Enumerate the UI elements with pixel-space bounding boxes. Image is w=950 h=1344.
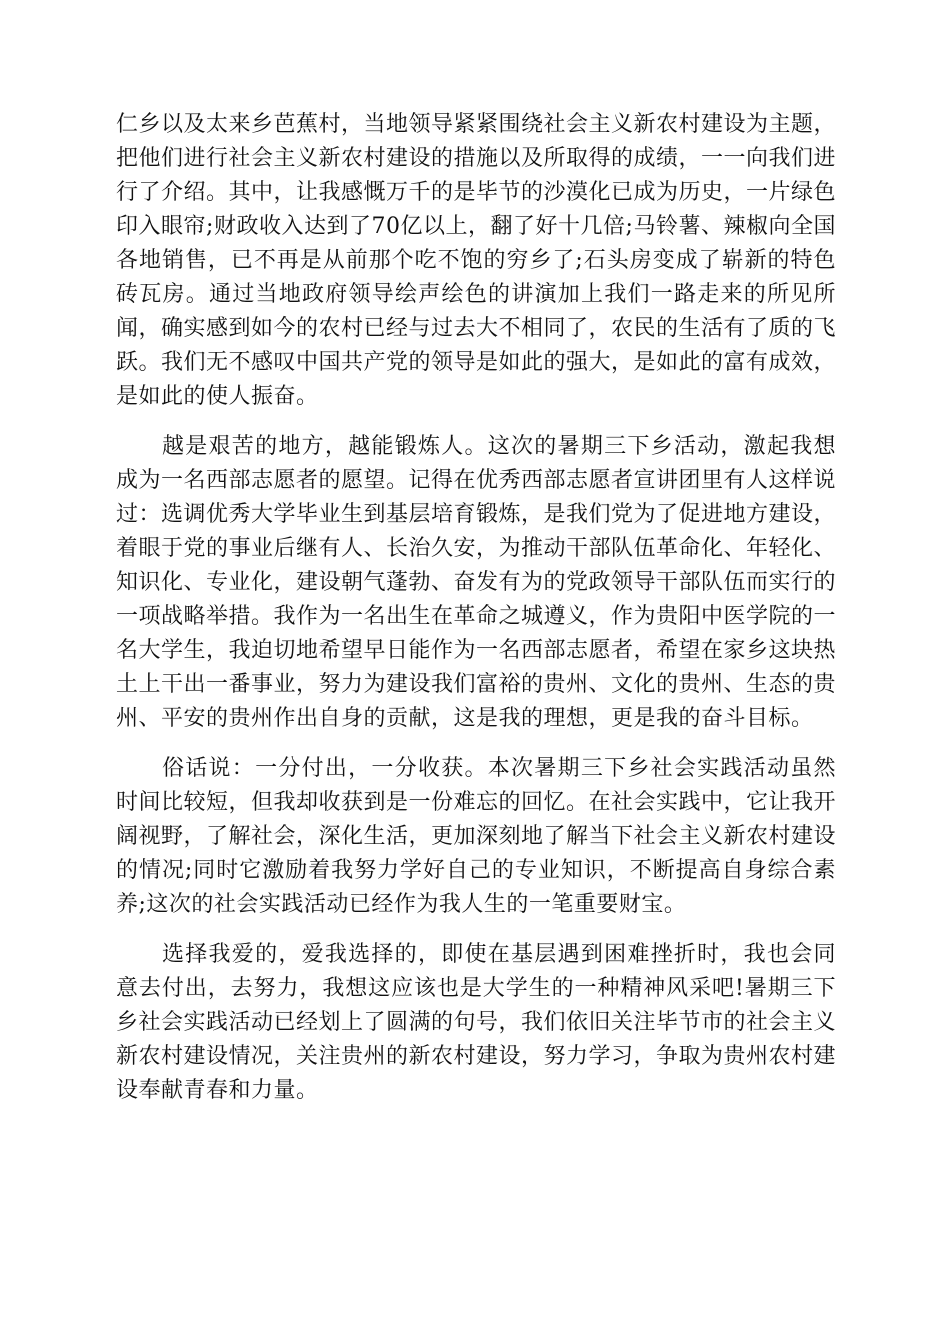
paragraph-western-volunteer: 越是艰苦的地方，越能锻炼人。这次的暑期三下乡活动，激起我想成为一名西部志愿者的愿望。记得在优秀西部志愿者宣讲团里有人这样说过：选调优秀大学毕业生到基层培育锻炼，是我们党为了促进地方建设，着眼于党的事业后继有人、长治久安，为推动干部队伍革命化、年轻化、知识化、专业化，建设朝气蓬勃、奋发有为的党政领导干部队伍而实行的一项战略举措。我作为一名出生在革命之城遵义，作为贵阳中医学院的一名大学生，我迫切地希望早日能作为一名西部志愿者，希望在家乡这块热土上干出一番事业，努力为建设我们富裕的贵州、文化的贵州、生态的贵州、平安的贵州作出自身的贡献，这是我的理想，更是我的奋斗目标。 bbox=[116, 434, 837, 731]
paragraph-conclusion: 选择我爱的，爱我选择的，即使在基层遇到困难挫折时，我也会同意去付出，去努力，我想这应该也是大学生的一种精神风采吧!暑期三下乡社会实践活动已经划上了圆满的句号，我们依旧关注毕节市的社会主义新农村建设情况，关注贵州的新农村建设，努力学习，争取为贵州农村建设奉献青春和力量。 bbox=[116, 942, 837, 1103]
document-page bbox=[116, 108, 836, 1108]
paragraph-harvest: 俗话说：一分付出，一分收获。本次暑期三下乡社会实践活动虽然时间比较短，但我却收获到是一份难忘的回忆。在社会实践中，它让我开阔视野，了解社会，深化生活，更加深刻地了解当下社会主义新农村建设的情况;同时它激励着我努力学好自己的专业知识，不断提高自身综合素养;这次的社会实践活动已经作为我人生的一笔重要财宝。 bbox=[116, 756, 837, 917]
paragraph-continued: 仁乡以及太来乡芭蕉村，当地领导紧紧围绕社会主义新农村建设为主题，把他们进行社会主义新农村建设的措施以及所取得的成绩，一一向我们进行了介绍。其中，让我感慨万千的是毕节的沙漠化已成为历史，一片绿色印入眼帘;财政收入达到了70亿以上，翻了好十几倍;马铃薯、辣椒向全国各地销售，已不再是从前那个吃不饱的穷乡了;石头房变成了崭新的特色砖瓦房。通过当地政府领导绘声绘色的讲演加上我们一路走来的所见所闻，确实感到如今的农村已经与过去大不相同了，农民的生活有了质的飞跃。我们无不感叹中国共产党的领导是如此的强大，是如此的富有成效，是如此的使人振奋。 bbox=[116, 112, 837, 409]
